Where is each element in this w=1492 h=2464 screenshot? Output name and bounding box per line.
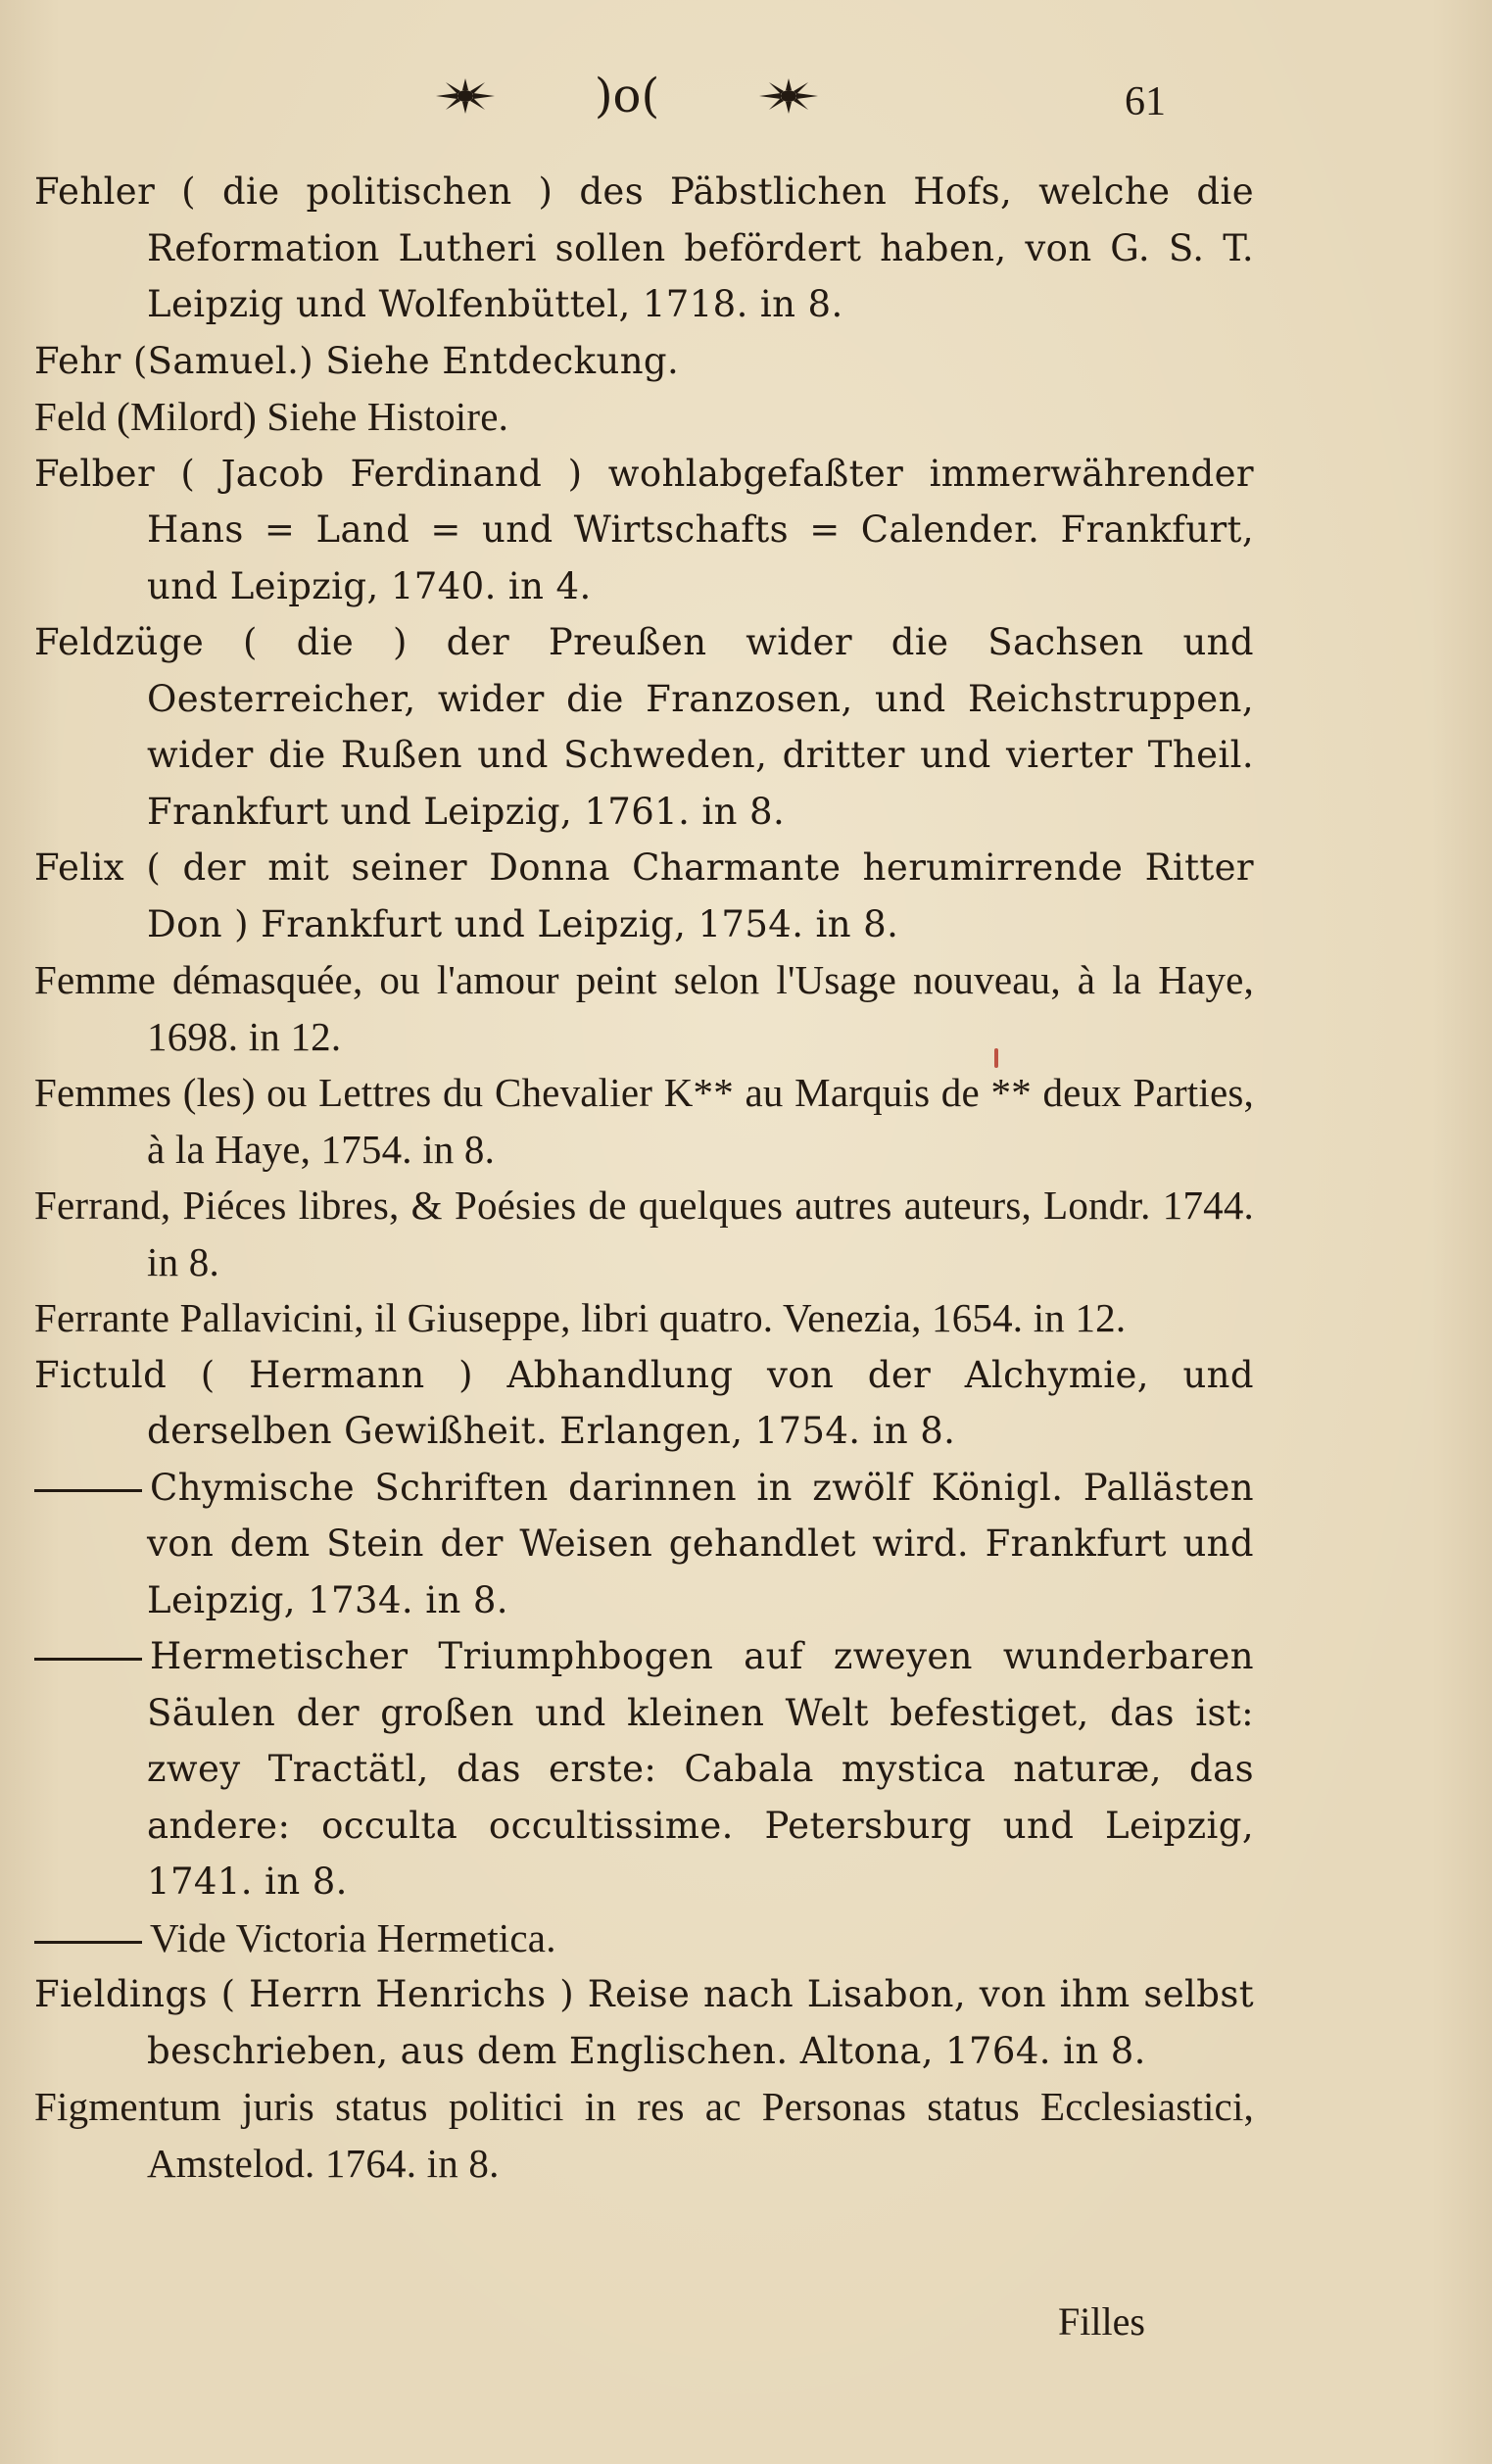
entry-text: Figmentum juris status politici in res ac Personas status Ecclesiastici, Amstelod. 1764. in 8. <box>34 2084 1254 2186</box>
entry-text: Feld (Milord) Siehe Histoire. <box>34 394 509 439</box>
catalog-entry <box>34 333 1254 390</box>
catalog-entry <box>34 1347 1254 1460</box>
catalog-entry <box>34 952 1254 1065</box>
entry-text: Fieldings ( Herrn Henrichs ) Reise nach Lisabon, von ihm selbst beschrieben, aus dem Englischen. Altona, 1764. in 8. <box>34 1973 1254 2072</box>
entry-text: Fictuld ( Hermann ) Abhandlung von der Alchymie, und derselben Gewißheit. Erlangen, 1754. in 8. <box>34 1353 1254 1452</box>
catalog-entry <box>34 1178 1254 1290</box>
catalog-entry <box>34 2079 1254 2192</box>
catalog-entry <box>34 1290 1254 1347</box>
fleuron-right-icon <box>754 76 823 116</box>
catalog-entry <box>34 1966 1254 2079</box>
catalog-entry <box>34 1628 1254 1910</box>
catalog-entry <box>34 1065 1254 1178</box>
catalog-entry <box>34 840 1254 952</box>
entry-text: Fehler ( die politischen ) des Päbstlichen Hofs, welche die Reformation Lutheri sollen befördert haben, von G. S. T. Leipzig und Wolfenbüttel, 1718. in 8. <box>34 170 1254 325</box>
ditto-dash <box>34 1941 142 1944</box>
entry-text: Felber ( Jacob Ferdinand ) wohlabgefaßter immerwährender Hans = Land = und Wirtschafts = Calender. Frankfurt, und Leipzig, 1740. in 4. <box>34 452 1254 607</box>
entry-text: Fehr (Samuel.) Siehe Entdeckung. <box>34 339 680 382</box>
entry-text: Felix ( der mit seiner Donna Charmante herumirrende Ritter Don ) Frankfurt und Leipzig, 1754. in 8. <box>34 846 1254 945</box>
catalog-entry <box>34 1910 1254 1967</box>
entry-text: Chymische Schriften darinnen in zwölf Königl. Pallästen von dem Stein der Weisen gehandlet wird. Frankfurt und Leipzig, 1734. in 8. <box>147 1466 1254 1621</box>
fleuron-left-icon <box>431 76 500 116</box>
ink-speck <box>994 1048 998 1068</box>
catalog-entry <box>34 164 1254 333</box>
entry-text: Feldzüge ( die ) der Preußen wider die Sachsen und Oesterreicher, wider die Franzosen, und Reichstruppen, wider die Rußen und Schweden, dritter und vierter Theil. Frankfurt und Leipzig, 1761. in 8. <box>34 621 1254 833</box>
entry-text: Ferrand, Piéces libres, & Poésies de quelques autres auteurs, Londr. 1744. in 8. <box>34 1183 1254 1284</box>
catalog-entry <box>34 446 1254 615</box>
ditto-dash <box>34 1489 142 1492</box>
catalog-entry <box>34 389 1254 446</box>
running-head <box>0 57 1492 135</box>
entry-text: Vide Victoria Hermetica. <box>150 1914 556 1960</box>
entry-text: Hermetischer Triumphbogen auf zweyen wunderbaren Säulen der großen und kleinen Welt befestiget, das ist: zwey Tractätl, das erste: Cabala mystica naturæ, das andere: occulta occultissime. Petersburg und Leipzig, 1741. in 8. <box>147 1635 1254 1903</box>
catalog-entry <box>34 1460 1254 1629</box>
ornament-center: )o( <box>594 69 660 123</box>
catalog-entry <box>34 614 1254 840</box>
entry-text: Ferrante Pallavicini, il Giuseppe, libri quatro. Venezia, 1654. in 12. <box>34 1295 1127 1340</box>
catalog-entries <box>34 164 1254 2192</box>
catchword: Filles <box>1058 2299 1145 2343</box>
head-ornament <box>431 57 823 135</box>
page-number: 61 <box>1125 79 1166 124</box>
entry-text: Femmes (les) ou Lettres du Chevalier K** au Marquis de ** deux Parties, à la Haye, 1754. in 8. <box>34 1070 1254 1172</box>
ditto-dash <box>34 1658 142 1661</box>
entry-text: Femme démasquée, ou l'amour peint selon l'Usage nouveau, à la Haye, 1698. in 12. <box>34 957 1254 1059</box>
